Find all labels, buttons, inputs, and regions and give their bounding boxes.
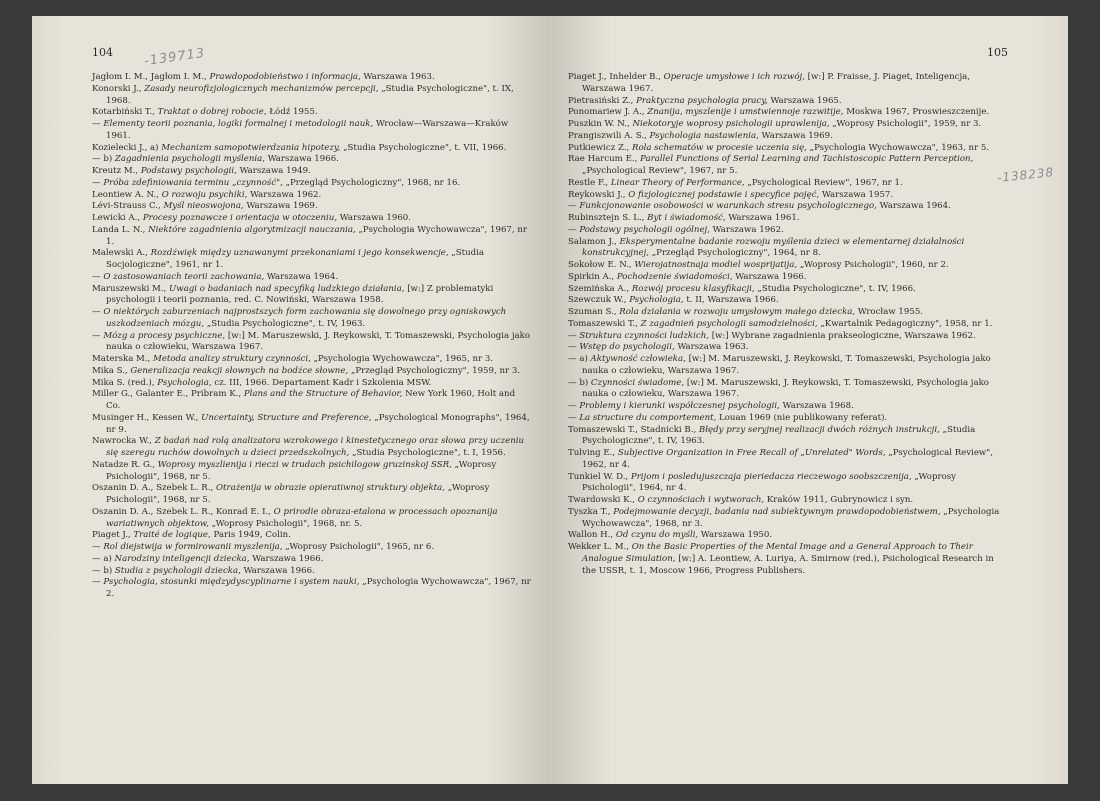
reference-details: „Studia Psychologiczne", t. VII, 1966. (343, 142, 507, 153)
reference-author: Rae Harcum E., (568, 154, 638, 165)
reference-title: Błędy przy seryjnej realizacji dwóch różnych instrukcji, (698, 424, 940, 435)
book-spread (32, 16, 1068, 784)
reference-author: Tomaszewski T., (568, 318, 638, 329)
reference-list (568, 72, 1010, 577)
reference-title: Rozwój procesu klasyfikacji, (631, 283, 755, 294)
reference-entry (568, 107, 1010, 119)
reference-title: Struktura czynności ludzkich, (579, 330, 709, 341)
reference-title: Studia z psychologii dziecka, (114, 565, 241, 576)
handwritten-stamp: -139713 (143, 45, 207, 70)
reference-details: Warszawa 1949. (239, 166, 311, 176)
page-number: 105 (987, 46, 1008, 59)
reference-title: Elementy teorii poznania, logiki formalnej i metodologii nauk, (103, 119, 374, 129)
reference-entry (568, 307, 1010, 319)
reference-details: „Psychological Review", 1962, nr 4. (582, 448, 993, 470)
reference-title: Myśl nieoswojona, (163, 201, 244, 212)
reference-entry (92, 166, 532, 178)
reference-title: Plans and the Structure of Behavior, (243, 389, 403, 400)
reference-entry (92, 284, 532, 308)
reference-author: Salamon J., (568, 236, 617, 247)
reference-author: Kotarbiński T., (92, 107, 155, 118)
reference-author: Tulving E., (568, 448, 616, 458)
reference-title: Wstęp do psychologii, (579, 342, 675, 353)
reference-author: Kreutz M., (92, 166, 139, 176)
reference-title: Subjective Organization in Free Recall of „Unrelated" Words, (617, 448, 886, 458)
reference-details: Warszawa 1966. (252, 553, 324, 564)
reference-details: [w:] M. Maruszewski, J. Reykowski, T. Tomaszewski, Psychologia jako nauka o człowieku, Warszawa 1967. (582, 354, 991, 376)
reference-details: Warszawa 1962. (250, 189, 322, 200)
reference-details: „Psychological Review", 1967, nr 5. (582, 166, 738, 176)
reference-author: Wekker L. M., (568, 542, 629, 552)
reference-author: Prangiszwili A. S., (568, 130, 647, 141)
reference-details: „Przegląd Psychologiczny", 1964, nr 8. (651, 248, 821, 259)
reference-entry (92, 213, 532, 225)
reference-author: Ponomariew J. A., (568, 107, 645, 118)
reference-author: — (92, 577, 101, 588)
reference-details: Warszawa 1964. (266, 271, 339, 282)
reference-details: Warszawa 1968. (782, 401, 854, 411)
reference-author: Putkiewicz Z., (568, 142, 630, 153)
reference-title: Próba zdefiniowania terminu „czynność", (103, 177, 283, 188)
reference-details: „Studia Psychologiczne", t. IV, 1963. (582, 424, 976, 447)
reference-entry (568, 331, 1010, 343)
reference-entry (568, 272, 1010, 284)
reference-author: Malewski A., (92, 248, 148, 259)
reference-entry (92, 378, 532, 390)
reference-details: [w:] P. Fraisse, J. Piaget, Inteligencja, Warszawa 1967. (582, 72, 970, 94)
reference-details: Warszawa 1962. (712, 224, 784, 235)
reference-entry (568, 131, 1010, 143)
reference-author: — (568, 224, 577, 235)
reference-details: „Woprosy Psichologii", 1959, nr 3. (832, 119, 982, 129)
reference-author: Szewczuk W., (568, 295, 627, 306)
reference-author: Maruszewski M., (92, 283, 167, 294)
reference-details: „Przegląd Psychologiczny", 1968, nr 16. (285, 177, 461, 188)
reference-entry (92, 190, 532, 202)
reference-author: Szemińska A., (568, 283, 630, 294)
reference-entry (92, 178, 532, 190)
reference-title: Parallel Functions of Serial Learning and Tachistoscopic Pattern Perception, (640, 154, 974, 165)
reference-entry (92, 119, 532, 143)
reference-details: „Studia Psychologiczne", t. IX, 1968. (106, 83, 514, 106)
reference-entry (92, 483, 532, 507)
reference-author: Lewicki A., (92, 213, 141, 223)
reference-author: — b) (92, 565, 113, 576)
reference-entry (92, 248, 532, 272)
reference-details: „Studia Psychologiczne", t. IV, 1966. (757, 283, 916, 294)
reference-entry (568, 178, 1010, 190)
reference-entry (568, 201, 1010, 213)
reference-author: Musinger H., Kessen W., (92, 412, 199, 423)
reference-author: Landa L. N., (92, 224, 146, 235)
reference-title: Woprosy myszlienija i rieczi w trudach psichilogow gruzinskoj SSR, (157, 459, 452, 470)
reference-title: Z badań nad rolą analizatora wzrokowego i kinestetycznego oraz słowa przy uczeniu się szeregu ruchów dowolnych u dzieci przedszkolnych, (106, 436, 525, 458)
reference-author: — (92, 271, 101, 282)
reference-author: Leontiew A. N., (92, 189, 159, 200)
reference-author: Szuman S., (568, 307, 617, 317)
reference-details: „Psychological Review", 1967, nr 1. (747, 177, 903, 188)
reference-author: — (568, 342, 577, 353)
reference-entry (568, 401, 1010, 413)
reference-title: Traité de logique, (133, 530, 211, 541)
reference-entry (568, 190, 1010, 202)
reference-entry (92, 389, 532, 413)
reference-title: Niekotoryje woprosy psichologii uprawlenija, (632, 119, 830, 129)
reference-details: Warszawa 1950. (700, 530, 773, 541)
reference-entry (568, 378, 1010, 402)
reference-title: Wierojatnostnaja modiel wosprijatija, (634, 260, 798, 270)
reference-title: Otrażenija w obrazie opieratiwnoj struktury objekta, (215, 483, 445, 494)
reference-details: Warszawa 1963. (363, 72, 435, 82)
reference-title: Linear Theory of Performance, (610, 177, 745, 188)
reference-details: Wrocław 1955. (857, 307, 924, 317)
reference-details: „Psychologia Wychowawcza", 1968, nr 3. (582, 506, 1000, 529)
reference-entry (568, 237, 1010, 261)
reference-title: Uncertainty, Structure and Preference, (201, 412, 372, 423)
reference-details: „Woprosy Psichologii", 1968, nr. 5. (211, 518, 363, 529)
reference-title: La structure du comportement, (579, 412, 717, 423)
reference-title: Psychologia, stosunki międzydyscyplinarne i system nauki, (103, 577, 360, 588)
reference-author: — (568, 412, 577, 423)
reference-details: Warszawa 1960. (339, 213, 411, 223)
reference-details: Warszawa 1965. (770, 95, 842, 106)
reference-author: — (92, 307, 101, 317)
reference-author: Materska M., (92, 354, 151, 364)
reference-entry (568, 425, 1010, 449)
reference-details: Warszawa 1963. (677, 342, 749, 353)
reference-entry (568, 530, 1010, 542)
reference-author: Reykowski J., (568, 189, 626, 200)
reference-details: „Przegląd Psychologiczny", 1959, nr 3. (350, 365, 521, 376)
reference-details: Warszawa 1969. (761, 130, 833, 141)
reference-entry (568, 495, 1010, 507)
reference-title: Praktyczna psychologia pracy, (636, 95, 768, 106)
reference-entry (568, 354, 1010, 378)
reference-title: Zagadnienia psychologii myślenia, (114, 154, 265, 165)
reference-details: „Woprosy Psichologii", 1965, nr 6. (285, 542, 435, 552)
reference-title: Podstawy psychologii, (140, 166, 237, 176)
reference-entry (92, 566, 532, 578)
reference-details: [w:] Wybrane zagadnienia prakseologiczne, Warszawa 1962. (711, 330, 976, 341)
reference-author: Konorski J., (92, 83, 142, 94)
reference-author: Spirkin A., (568, 271, 615, 282)
reference-author: Pietrasiński Z., (568, 95, 634, 106)
reference-author: — a) (568, 354, 588, 364)
reference-entry (92, 154, 532, 166)
reference-entry (568, 154, 1010, 178)
reference-details: New York 1960, Holt and Co. (106, 389, 516, 411)
reference-author: Mika S. (red.), (92, 377, 155, 388)
reference-title: O prirodie obraza-etalona w processach opoznanija wariatiwnych objektow, (106, 506, 498, 529)
reference-title: Czynności świadome, (590, 377, 685, 388)
handwritten-stamp: -138238 (996, 165, 1055, 185)
reference-author: Twardowski K., (568, 495, 636, 505)
reference-entry (92, 413, 532, 437)
reference-details: [w:] A. Leontiew, A. Luriya, A. Smirnow (red.), Psichological Research in the USSR, t. 1, Moscow 1966, Progress Publishers. (582, 553, 994, 576)
right-page (550, 16, 1068, 784)
reference-author: — a) (92, 553, 112, 564)
reference-details: t. II, Warszawa 1966. (686, 295, 779, 306)
reference-title: Traktat o dobrej robocie, (157, 107, 267, 118)
reference-entry (568, 284, 1010, 296)
reference-title: Byt i świadomość, (647, 213, 726, 223)
reference-details: [w:] M. Maruszewski, J. Reykowski, T. Tomaszewski, Psychologia jako nauka o człowieku, Warszawa 1967. (582, 377, 989, 400)
reference-title: Rola działania w rozwoju umysłowym małego dziecka, (619, 307, 856, 317)
left-page (32, 16, 550, 784)
reference-details: „Psychological Monographs", 1964, nr 9. (106, 412, 530, 435)
reference-title: Uwagi o badaniach nad specyfiką ludzkiego działania, (169, 283, 405, 294)
reference-entry (92, 366, 532, 378)
reference-entry (568, 413, 1010, 425)
reference-author: Restle F., (568, 177, 609, 188)
reference-details: „Psychologia Wychowawcza", 1967, nr 1. (106, 224, 527, 247)
reference-details: „Psychologia Wychowawcza", 1965, nr 3. (313, 354, 494, 364)
reference-title: Z zagadnień psychologii samodzielności, (640, 318, 818, 329)
reference-author: Jagłom I. M., Jagłom I. M., (92, 72, 207, 82)
reference-entry (92, 554, 532, 566)
reference-details: Warszawa 1966. (243, 565, 315, 576)
reference-title: Generalizacja reakcji słownych na bodźce słowne, (130, 365, 349, 376)
reference-author: Miller G., Galanter E., Pribram K., (92, 389, 242, 400)
reference-entry (92, 542, 532, 554)
reference-title: O zastosowaniach teorii zachowania, (103, 271, 265, 282)
reference-author: Oszanin D. A., Szebek L. R., Konrad E. I., (92, 506, 271, 517)
reference-entry (568, 542, 1010, 577)
reference-author: Tomaszewski T., Stadnicki B., (568, 424, 697, 435)
reference-details: Moskwa 1967, Proswieszczenije. (846, 107, 990, 118)
reference-details: Warszawa 1966. (735, 271, 807, 282)
reference-author: — (568, 201, 577, 212)
reference-entry (92, 577, 532, 601)
reference-author: Piaget J., (92, 530, 131, 541)
reference-details: „Studia Psychologiczne", t. I, 1956. (352, 448, 506, 458)
reference-title: Psychologia nastawienia, (649, 130, 759, 141)
reference-author: Piaget J., Inhelder B., (568, 72, 661, 82)
reference-author: Lévi-Strauss C., (92, 201, 161, 212)
reference-details: „Woprosy Psichologii", 1960, nr 2. (799, 260, 949, 270)
reference-details: „Psychologia Wychowawcza", 1967, nr 2. (106, 577, 531, 599)
page-number: 104 (92, 46, 113, 59)
reference-author: Kozielecki J., a) (92, 142, 159, 153)
reference-title: O czynnościach i wytworach, (637, 495, 765, 505)
reference-details: „Kwartalnik Pedagogiczny", 1958, nr 1. (820, 318, 993, 329)
reference-details: Warszawa 1957. (821, 189, 894, 200)
reference-details: [w:] Z problematyki psychologii i teorii poznania, red. C. Nowiński, Warszawa 1958. (106, 283, 494, 306)
reference-details: Warszawa 1961. (728, 213, 800, 223)
reference-entry (568, 119, 1010, 131)
reference-details: Warszawa 1969. (246, 201, 318, 212)
reference-entry (92, 460, 532, 484)
reference-author: — (92, 177, 101, 188)
reference-entry (92, 307, 532, 331)
reference-author: — b) (568, 377, 589, 388)
reference-entry (92, 530, 532, 542)
reference-entry (92, 507, 532, 531)
reference-title: Aktywność człowieka, (590, 354, 686, 364)
reference-entry (92, 436, 532, 460)
reference-title: Pochodzenie świadomości, (616, 271, 733, 282)
reference-entry (92, 201, 532, 213)
reference-author: Natadze R. G., (92, 459, 156, 470)
reference-title: O rozwoju psychiki, (161, 189, 248, 200)
reference-author: Wallon H., (568, 530, 614, 541)
reference-author: — (92, 330, 101, 341)
reference-author: — (568, 401, 577, 411)
reference-details: „Psychologia Wychowawcza", 1963, nr 5. (809, 142, 990, 153)
reference-list (92, 72, 532, 601)
reference-entry (568, 342, 1010, 354)
reference-title: Narodziny inteligencji dziecka, (114, 553, 250, 564)
reference-author: Sokołow E. N., (568, 260, 632, 270)
reference-title: On the Basic Properties of the Mental Image and a General Approach to Their Analogue Simulation, (582, 542, 973, 564)
reference-entry (92, 107, 532, 119)
reference-author: — (568, 330, 577, 341)
reference-title: Eksperymentalne badanie rozwoju myślenia dzieci w elementarnej działalności konstrukcyjnej, (582, 236, 965, 259)
reference-details: Paris 1949, Colin. (213, 530, 291, 541)
reference-title: Procesy poznawcze i orientacja w otoczeniu, (142, 213, 338, 223)
reference-entry (568, 448, 1010, 472)
reference-author: Nawrocka W., (92, 436, 152, 447)
reference-title: Mechanizm samopotwierdzania hipotezy, (161, 142, 341, 153)
reference-title: Prijom i posledujuszczaja pieriedacza rieczewogo soobszczenija, (630, 471, 912, 482)
reference-details: Łódź 1955. (269, 107, 318, 118)
reference-details: cz. III, 1966. Departament Kadr i Szkolenia MSW. (214, 377, 432, 388)
reference-title: Psychologia, (629, 295, 684, 306)
reference-details: „Woprosy Psichologii", 1968, nr 5. (106, 483, 490, 505)
reference-title: Psychologia, (157, 377, 212, 388)
reference-entry (92, 354, 532, 366)
reference-entry (568, 143, 1010, 155)
reference-entry (568, 72, 1010, 96)
reference-details: Warszawa 1964. (879, 201, 951, 212)
reference-author: — (92, 542, 101, 552)
reference-entry (568, 507, 1010, 531)
reference-entry (568, 319, 1010, 331)
reference-details: „Woprosy Psichologii", 1964, nr 4. (582, 471, 957, 494)
reference-title: Funkcjonowanie osobowości w warunkach stresu psychologicznego, (579, 201, 877, 212)
reference-author: Mika S., (92, 365, 128, 376)
reference-title: Od czynu do myśli, (615, 530, 699, 541)
reference-title: Niektóre zagadnienia algorytmizacji nauczania, (148, 224, 356, 235)
reference-author: Puszkin W. N., (568, 119, 630, 129)
reference-author: — (92, 119, 101, 129)
reference-entry (568, 260, 1010, 272)
reference-details: [w:] M. Maruszewski, J. Reykowski, T. Tomaszewski, Psychologia jako nauka o człowieku, Warszawa 1967. (106, 330, 531, 353)
reference-details: Louan 1969 (nie publikowany referat). (719, 412, 888, 423)
reference-author: Tunkiel W. D., (568, 471, 629, 482)
reference-entry (568, 225, 1010, 237)
reference-entry (92, 272, 532, 284)
reference-title: O niektórych zaburzeniach najprostszych form zachowania się dowolnego przy ogniskowych uszkodzeniach mózgu, (103, 307, 507, 329)
reference-entry (92, 143, 532, 155)
reference-entry (92, 84, 532, 108)
reference-title: Znanija, myszlenije i umstwiennoje razwitije, (647, 107, 844, 118)
reference-author: Oszanin D. A., Szebek L. R., (92, 483, 214, 494)
reference-title: Podejmowanie decyzji, badania nad subiektywnym prawdopodobieństwem, (613, 506, 941, 517)
reference-title: Metoda analizy struktury czynności, (153, 354, 311, 364)
reference-title: Rozdźwięk między uznawanymi przekonaniami i jego konsekwencje, (150, 248, 449, 259)
reference-author: — b) (92, 154, 113, 165)
reference-entry (568, 295, 1010, 307)
reference-title: Mózg a procesy psychiczne, (103, 330, 226, 341)
reference-entry (92, 72, 532, 84)
reference-details: „Studia Socjologiczne", 1961, nr 1. (106, 248, 485, 270)
reference-entry (568, 96, 1010, 108)
reference-details: „Woprosy Psichologii", 1968, nr 5. (106, 459, 497, 482)
reference-author: Tyszka T., (568, 506, 611, 517)
reference-title: Zasady neurofizjologicznych mechanizmów percepcji, (144, 83, 379, 94)
reference-entry (92, 225, 532, 249)
reference-entry (92, 331, 532, 355)
reference-title: Rol diejstwija w formirowanii myszlenija, (103, 542, 283, 552)
reference-title: O fizjologicznej podstawie i specyfice pojęć, (628, 189, 820, 200)
reference-details: „Studia Psychologiczne", t. IV, 1963. (206, 318, 366, 329)
reference-details: Warszawa 1966. (267, 154, 339, 165)
reference-details: Kraków 1911, Gubrynowicz i syn. (766, 495, 914, 505)
reference-entry (568, 472, 1010, 496)
reference-details: Wrocław—Warszawa—Kraków 1961. (106, 119, 509, 141)
reference-entry (568, 213, 1010, 225)
reference-title: Operacje umysłowe i ich rozwój, (663, 72, 805, 82)
reference-title: Podstawy psychologii ogólnej, (579, 224, 710, 235)
reference-title: Rola schematów w procesie uczenia się, (632, 142, 807, 153)
reference-title: Problemy i kierunki współczesnej psychologii, (579, 401, 780, 411)
reference-title: Prawdopodobieństwo i informacja, (209, 72, 361, 82)
reference-author: Rubinsztejn S. L., (568, 213, 645, 223)
